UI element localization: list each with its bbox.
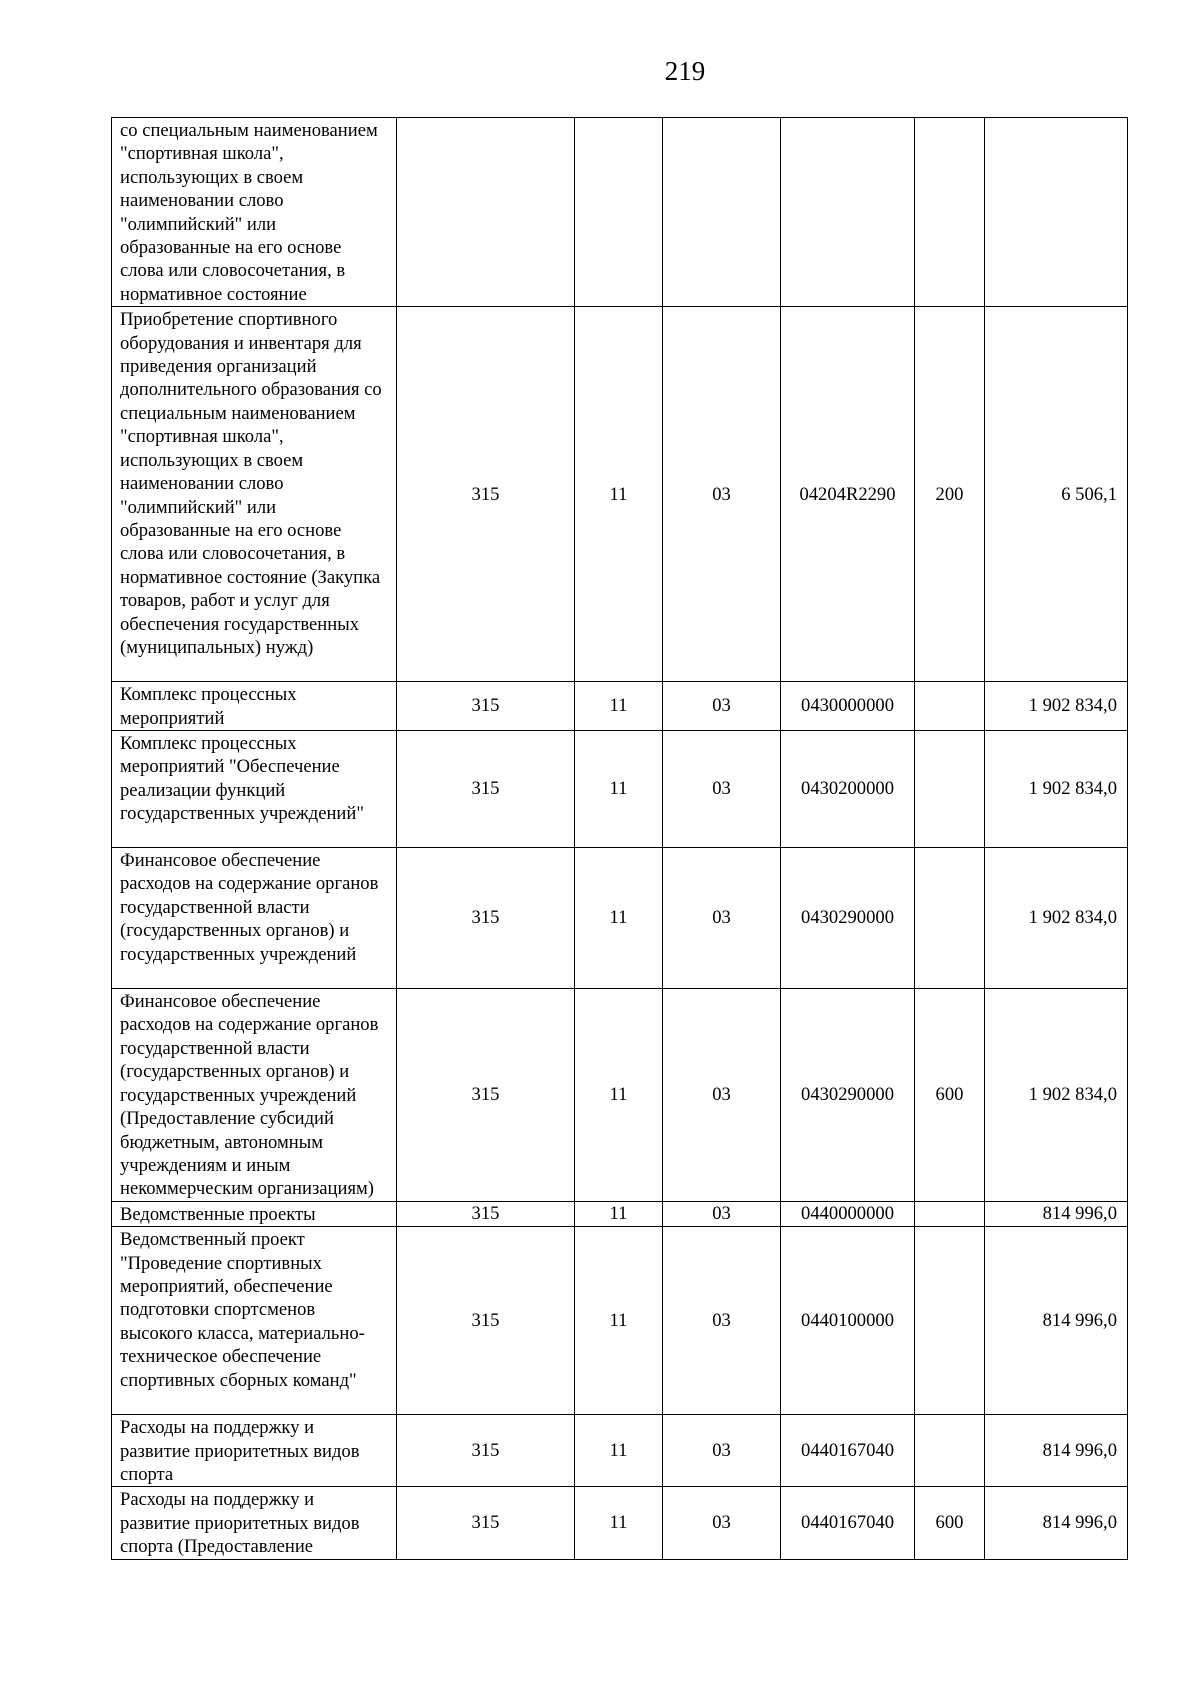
subsection-code-cell: 03 <box>663 989 781 1202</box>
ministry-code-cell: 315 <box>397 1487 575 1559</box>
section-code-cell: 11 <box>575 1487 663 1559</box>
amount-cell: 814 996,0 <box>985 1201 1128 1226</box>
table-row <box>112 1415 1128 1487</box>
expense-type-code-cell <box>915 682 985 731</box>
item-name-cell: Финансовое обеспечение расходов на содержание органов государственной власти (государственных органов) и государственных учреждений <box>112 848 397 989</box>
item-name-cell: Ведомственные проекты <box>112 1201 397 1226</box>
target-article-code-cell: 0430290000 <box>781 848 915 989</box>
ministry-code-cell: 315 <box>397 731 575 848</box>
table-row <box>112 1201 1128 1226</box>
amount-cell: 1 902 834,0 <box>985 848 1128 989</box>
ministry-code-cell: 315 <box>397 1415 575 1487</box>
amount-cell: 1 902 834,0 <box>985 731 1128 848</box>
section-code-cell: 11 <box>575 848 663 989</box>
subsection-code-cell: 03 <box>663 731 781 848</box>
subsection-code-cell: 03 <box>663 848 781 989</box>
item-name-cell: Приобретение спортивного оборудования и инвентаря для приведения организаций дополнительного образования со специальным наименованием "спортивная школа", использующих в своем наименовании слово "олимпийский" или образованные на его основе слова или словосочетания, в нормативное состояние (Закупка товаров, работ и услуг для обеспечения государственных (муниципальных) нужд) <box>112 307 397 682</box>
expense-type-code-cell: 600 <box>915 1487 985 1559</box>
ministry-code-cell: 315 <box>397 848 575 989</box>
section-code-cell: 11 <box>575 1201 663 1226</box>
subsection-code-cell: 03 <box>663 1415 781 1487</box>
ministry-code-cell: 315 <box>397 1201 575 1226</box>
subsection-code-cell: 03 <box>663 1227 781 1415</box>
table-row <box>112 731 1128 848</box>
expense-type-code-cell <box>915 1201 985 1226</box>
item-name-cell: Финансовое обеспечение расходов на содержание органов государственной власти (государственных органов) и государственных учреждений (Предоставление субсидий бюджетным, автономным учреждениям и иным некоммерческим организациям) <box>112 989 397 1202</box>
item-name-cell: Ведомственный проект "Проведение спортивных мероприятий, обеспечение подготовки спортсменов высокого класса, материально-техническое обеспечение спортивных сборных команд" <box>112 1227 397 1415</box>
expense-type-code-cell <box>915 731 985 848</box>
table-row <box>112 848 1128 989</box>
amount-cell: 814 996,0 <box>985 1415 1128 1487</box>
amount-cell: 814 996,0 <box>985 1487 1128 1559</box>
page-number: 219 <box>664 56 706 86</box>
target-article-code-cell: 0440167040 <box>781 1415 915 1487</box>
target-article-code-cell: 0430000000 <box>781 682 915 731</box>
item-name-cell: Комплекс процессных мероприятий <box>112 682 397 731</box>
section-code-cell: 11 <box>575 1415 663 1487</box>
section-code-cell: 11 <box>575 307 663 682</box>
expense-type-code-cell <box>915 1227 985 1415</box>
target-article-code-cell: 0440000000 <box>781 1201 915 1226</box>
subsection-code-cell: 03 <box>663 1487 781 1559</box>
amount-cell: 814 996,0 <box>985 1227 1128 1415</box>
table-row <box>112 118 1128 307</box>
expense-type-code-cell <box>915 118 985 307</box>
section-code-cell: 11 <box>575 989 663 1202</box>
section-code-cell: 11 <box>575 1227 663 1415</box>
budget-table-body <box>112 118 1128 1560</box>
budget-table <box>111 117 1128 1560</box>
item-name-cell: Комплекс процессных мероприятий "Обеспечение реализации функций государственных учреждений" <box>112 731 397 848</box>
subsection-code-cell: 03 <box>663 682 781 731</box>
section-code-cell: 11 <box>575 731 663 848</box>
section-code-cell: 11 <box>575 682 663 731</box>
target-article-code-cell <box>781 118 915 307</box>
target-article-code-cell: 0440167040 <box>781 1487 915 1559</box>
target-article-code-cell: 0440100000 <box>781 1227 915 1415</box>
table-row <box>112 307 1128 682</box>
target-article-code-cell: 0430200000 <box>781 731 915 848</box>
ministry-code-cell <box>397 118 575 307</box>
expense-type-code-cell: 600 <box>915 989 985 1202</box>
table-row <box>112 1487 1128 1559</box>
expense-type-code-cell: 200 <box>915 307 985 682</box>
target-article-code-cell: 04204R2290 <box>781 307 915 682</box>
amount-cell: 6 506,1 <box>985 307 1128 682</box>
ministry-code-cell: 315 <box>397 682 575 731</box>
amount-cell: 1 902 834,0 <box>985 989 1128 1202</box>
item-name-cell: со специальным наименованием "спортивная школа", использующих в своем наименовании слово "олимпийский" или образованные на его основе слова или словосочетания, в нормативное состояние <box>112 118 397 307</box>
section-code-cell <box>575 118 663 307</box>
ministry-code-cell: 315 <box>397 1227 575 1415</box>
item-name-cell: Расходы на поддержку и развитие приоритетных видов спорта (Предоставление <box>112 1487 397 1559</box>
subsection-code-cell <box>663 118 781 307</box>
table-row <box>112 682 1128 731</box>
target-article-code-cell: 0430290000 <box>781 989 915 1202</box>
subsection-code-cell: 03 <box>663 1201 781 1226</box>
amount-cell: 1 902 834,0 <box>985 682 1128 731</box>
amount-cell <box>985 118 1128 307</box>
table-row <box>112 1227 1128 1415</box>
expense-type-code-cell <box>915 848 985 989</box>
expense-type-code-cell <box>915 1415 985 1487</box>
item-name-cell: Расходы на поддержку и развитие приоритетных видов спорта <box>112 1415 397 1487</box>
ministry-code-cell: 315 <box>397 989 575 1202</box>
subsection-code-cell: 03 <box>663 307 781 682</box>
ministry-code-cell: 315 <box>397 307 575 682</box>
table-row <box>112 989 1128 1202</box>
